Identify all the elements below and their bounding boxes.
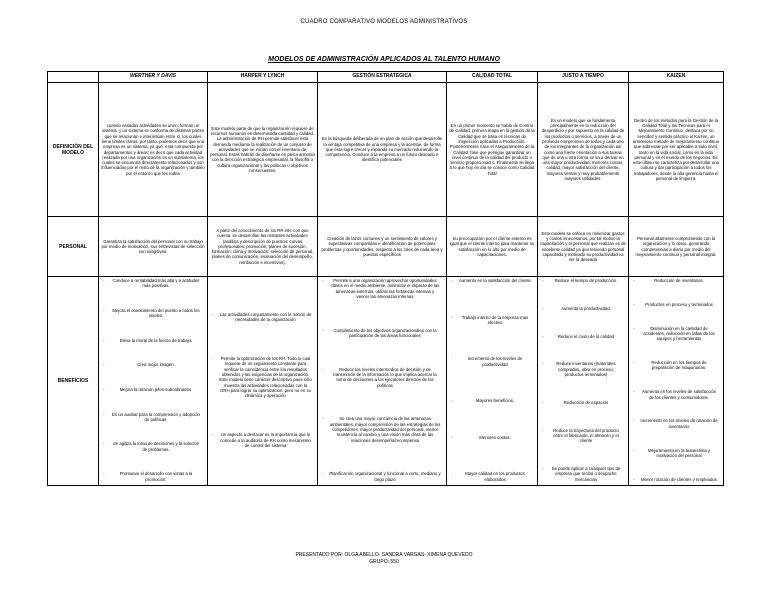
benefit-item xyxy=(102,278,204,289)
benefit-text: Aumenta la productividad. xyxy=(561,305,611,311)
benefit-cell xyxy=(99,277,208,486)
benefit-cell xyxy=(318,277,447,486)
table-cell: Garantiza la satisfacción del personal con su trabajo por medio de motivación, sus entrevistas de selección son subjetivas. xyxy=(99,217,208,277)
bullet-dash-icon: - xyxy=(212,356,214,362)
bullet-dash-icon: - xyxy=(103,337,105,343)
benefit-item xyxy=(102,338,204,343)
footer xyxy=(0,552,768,566)
bullet-dash-icon: - xyxy=(633,418,635,424)
benefit-text: Reducción de espacios xyxy=(563,399,609,405)
benefit-item xyxy=(632,302,720,307)
table-cell: Personal altamente comprometido con la organización y lo obvio, generando competencias a diario por medio del mejoramiento continuo y personal integral. xyxy=(629,217,724,277)
benefit-item xyxy=(450,356,534,367)
comparison-table xyxy=(47,71,724,486)
bullet-dash-icon: - xyxy=(322,416,324,422)
benefit-text: Planificación organizacional y funcional a corto, mediano y largo plazo xyxy=(329,471,441,482)
benefit-text: Es un auxiliar para la comprensión y adopción de políticas. xyxy=(112,411,200,422)
bullet-dash-icon: - xyxy=(542,466,544,472)
benefit-cell xyxy=(447,277,538,486)
bullet-dash-icon: - xyxy=(451,314,453,320)
benefit-text: Disminución en la cantidad de accidentes, reducción en fallas de los equipos y herramientas xyxy=(643,325,715,342)
benefit-item xyxy=(541,278,625,283)
benefit-item xyxy=(450,278,534,283)
bullet-dash-icon: - xyxy=(451,278,453,283)
bullet-dash-icon: - xyxy=(322,471,324,477)
bullet-dash-icon: - xyxy=(633,325,635,331)
benefit-item xyxy=(541,400,625,405)
benefit-cell xyxy=(208,277,318,486)
benefit-item xyxy=(321,367,443,388)
benefit-item xyxy=(541,428,625,444)
benefit-item xyxy=(450,435,534,440)
bullet-dash-icon: - xyxy=(542,333,544,339)
benefit-item xyxy=(632,477,720,482)
table-cell: En un primer momento se habla de Control de Calidad, primera etapa en la gestión de la Calidad que se basa en técnicas de inspección aplicadas a Producción. Posteriormente nace el Aseguramiento de la Calidad, fase que persigue garantizar un nivel continuo de la calidad del producto o servicio proporcionad o. Finalmente se llega a lo que hoy en día se conoce como Calidad Total xyxy=(447,83,538,217)
benefit-text: Reduce inventarios (materiales comprados, obra en proceso, productos terminados) xyxy=(556,361,616,378)
bullet-dash-icon: - xyxy=(103,278,105,283)
table-row xyxy=(48,217,724,277)
column-header: CALIDAD TOTAL xyxy=(447,72,538,83)
benefit-cell xyxy=(538,277,629,486)
bullet-dash-icon: - xyxy=(451,398,453,404)
bullet-dash-icon: - xyxy=(212,311,214,317)
benefit-item xyxy=(211,312,314,323)
table-header-row xyxy=(48,72,724,83)
column-header: HARPER Y LYNCH xyxy=(208,72,318,83)
benefit-item xyxy=(321,471,443,482)
benefit-text: Menor rotación de clientes y empleados xyxy=(641,476,717,482)
benefit-text: Un aspecto a destacar es la importancia que le concede a la auditoría de RH como mecanismo de control del sistema xyxy=(220,432,311,448)
benefit-item xyxy=(450,398,534,403)
benefit-text: Reduce el costo de la calidad xyxy=(557,333,615,339)
row-label: DEFINICIÓN DEL MODELO xyxy=(48,83,99,217)
bullet-dash-icon: - xyxy=(451,356,453,362)
benefit-text: Mejoramiento en la autoestima y motivación del personal xyxy=(647,447,711,458)
column-header: GESTIÓN ESTRATEGICA xyxy=(318,72,447,83)
bullet-dash-icon: - xyxy=(322,327,324,333)
benefit-text: Eleva la moral de la fuerza de trabajo. xyxy=(119,337,193,343)
table-cell: cuando variadas actividades se unen, forman un sistema, y un sistema se conforma de distintas partes que se relacionan e interactúan entre sí, los cuales tiene límites claros, por tanto, podemos decir que una empresa es un sistema, ya que, esta compuesta por departamentos y áreas; es decir que cada actividad realizada por una organización es un subsistema, los cuales se encuentra directamente relacionados y son influenciados por el resto de la organización y también por el entorno que los rodea xyxy=(99,83,208,217)
table-cell: Este modelo parte de que la organización requiere de recursos humanos en determinada cantidad y calidad. La administración de RH permite satisfacer esta demanda mediante la realización de un conjunto de actividades que se inician con el inventario de personal. Estas habrán de diseñarse en plena armonía con la dirección estratégica empresarial, la filosofía o cultura organizacional y las políticas u objetivos consecuentes. xyxy=(208,83,318,217)
bullet-dash-icon: - xyxy=(103,307,105,313)
footer-authors: PRESENTADO POR: OLGA ABELLO- SANDRA VARGAS- XIMENA QUEVEDO xyxy=(295,552,473,558)
benefit-item xyxy=(102,412,204,423)
bullet-dash-icon: - xyxy=(542,427,544,433)
bullet-dash-icon: - xyxy=(633,278,635,283)
table-row-benefits xyxy=(48,277,724,486)
bullet-dash-icon: - xyxy=(322,278,324,283)
bullet-dash-icon: - xyxy=(633,389,635,395)
bullet-dash-icon: - xyxy=(633,447,635,453)
benefit-text: Mayor calidad en los productos elaborados xyxy=(465,471,525,482)
benefit-item xyxy=(632,448,720,459)
column-header: WERTHER Y DAVIS xyxy=(99,72,208,83)
table-cell: Dentro de los métodos para la Gestión de la Calidad Total y las Técnicas para el Mejoramiento Continuo, destaca por su sencillez y sentido práctico el Kaizen, un armonioso método de mejoramiento continuo que sobresale por ser aplicable a todo nivel, tanto en la vida social, como en la vida personal y en el mundo de los negocios. Es este último se caracteriza por desarrollar una cultura y dar participación a todos los trabajadores, desde la alta gerencia hasta el personal de limpieza. xyxy=(629,83,724,217)
benefit-item xyxy=(102,441,204,452)
benefit-cell xyxy=(629,277,724,486)
bullet-dash-icon: - xyxy=(542,278,544,283)
benefit-text: Productos en proceso y terminados xyxy=(645,301,713,307)
benefit-text: Se crea una mayor conciencia de las amenazas ambientales, mayor comprensión de las estrategias de los competidores, mayor productividad del personal, menor resistencia al cambio y una visión más clara de las relaciones desempeño/recompensa xyxy=(329,416,441,443)
benefit-text: Incremento de los niveles de productividad xyxy=(467,356,523,367)
benefit-text: Incremento en los niveles de rotación de inventarios xyxy=(640,418,718,429)
benefit-item xyxy=(102,387,204,392)
benefit-item xyxy=(102,362,204,367)
benefit-item xyxy=(632,389,720,400)
benefit-text: Aumento en los niveles de satisfacción de los clientes y consumidores. xyxy=(641,389,717,400)
benefit-item xyxy=(632,326,720,342)
benefit-text: Reducción en los tiempos de preparación de maquinarias. xyxy=(651,360,707,371)
footer-group: GRUPO: 550 xyxy=(369,559,399,565)
benefit-item xyxy=(632,278,720,283)
table-cell: Su preocupación por el cliente externo es igual que el cliente interno para mantener su satisfacción en lo alto por medio de capacitaciones. xyxy=(447,217,538,277)
benefit-item xyxy=(102,308,204,319)
benefit-item xyxy=(541,334,625,339)
benefit-text: Mejora el conocimiento del puesto a todos los niveles. xyxy=(112,307,200,319)
benefit-text: Se agiliza la toma de decisiones y la solución de problemas. xyxy=(112,441,200,452)
benefit-text: Permite a una organización aprovechar oportunidades claves en el medio ambiente, minimizar el impacto de las amenazas externas, utilizar las fortalezas internas y vencer las amenazas internas xyxy=(330,278,440,299)
bullet-dash-icon: - xyxy=(633,301,635,307)
page-title: MODELOS DE ADMINISTRACIÓN APLICADOS AL TALENTO HUMANO xyxy=(268,56,500,63)
benefit-item xyxy=(211,356,314,398)
bullet-dash-icon: - xyxy=(542,361,544,367)
benefit-text: Las actividades conjuntamente con la noción de necesidades de la organización xyxy=(219,311,312,323)
table-row xyxy=(48,83,724,217)
table-cell: Este modelo se enfoca en minimizar gastos y costos innecesarios, por tal motivo la capacitación y el personal que realizan es de excelente calidad ya que teniendo personal capacitado y motivado su productividad va ser la deseada xyxy=(538,217,629,277)
bullet-dash-icon: - xyxy=(103,386,105,392)
benefit-item xyxy=(541,361,625,377)
benefit-text: Reducción de inventarios. xyxy=(654,278,704,283)
benefit-text: Trabajo interno de la empresa mas efectivo xyxy=(461,314,529,325)
table-cell: Es un modelo que se fundamenta principalmente en la reducción del desperdicio y por supuesto en la calidad de los productos o servicios, a través de un profundo compromiso de todos y cada uno de los integrantes de la organización así como una fuerte orientación a sus tareas que de una u otra forma se va a derivar en una mayor productividad, menores costos, calidad, mayor satisfacción del cliente, mayores ventas y muy probablemente mayores utilidades. xyxy=(538,83,629,217)
row-label: BENEFICIOS xyxy=(48,277,99,486)
benefit-text: Cumplimiento de los objetivos organizacionales con la participación de las áreas funcionales xyxy=(333,327,437,338)
benefit-item xyxy=(541,306,625,311)
benefit-item xyxy=(211,432,314,448)
benefit-item xyxy=(321,278,443,299)
benefit-text: Promueve el desarrollo con vistas a la promoción. xyxy=(119,471,193,482)
benefit-text: Reducir los niveles intermedios de decisión y de transmisión de la información lo que implica acercar la toma de decisiones a los ejecutores directos de las políticas xyxy=(333,366,437,388)
benefit-item xyxy=(321,328,443,339)
bullet-dash-icon: - xyxy=(451,471,453,477)
bullet-dash-icon: - xyxy=(633,476,635,482)
column-header: JUSTO A TIEMPO xyxy=(538,72,629,83)
benefit-text: Mayores beneficios. xyxy=(475,398,515,404)
bullet-dash-icon: - xyxy=(103,411,105,417)
benefit-text: Reduce el tiempo de producción. xyxy=(554,278,618,283)
benefit-text: Reduce la trayectoria del producto entre el fabricante, el almacén y el cliente xyxy=(553,427,619,444)
column-header: KAIZEN xyxy=(629,72,724,83)
bullet-dash-icon: - xyxy=(542,399,544,405)
benefit-text: Permite la optimización de los RH. Todo lo cual requiere de un seguimiento constante para verificar la coincidencia entre los resultados obtenidos y las exigencias de la organización. Este modelo tiene carácter descriptivo pues sólo muestra las actividades relacionadas con la GRH para lograr su optimización, pero no en su dinámica y operación xyxy=(219,356,312,399)
table-cell: A partir del conocimiento de los RR.HH. con que cuenta, se desarrollan las restantes actividades (análisis y descripción de puestos; curvas profesionales; promoción; planes de sucesión; formación; clima y motivación; selección de personal, planes de comunicación, evaluación del desempeño, retribución e incentivos). xyxy=(208,217,318,277)
bullet-dash-icon: - xyxy=(322,366,324,372)
benefit-item xyxy=(632,418,720,429)
bullet-dash-icon: - xyxy=(542,305,544,311)
benefit-text: Crea mejor imagen. xyxy=(137,362,175,368)
bullet-dash-icon: - xyxy=(633,360,635,366)
bullet-dash-icon: - xyxy=(103,441,105,447)
row-label: PERSONAL xyxy=(48,217,99,277)
table-cell: Creación de lazos comunes y un sentimiento de valores y expectativas compartidas e identificación de potenciales problemas y oportunidades, respecto a los roles de cada área y puestos específicos xyxy=(318,217,447,277)
table-cell: Es la búsqueda deliberada de un plan de acción que desarrolle la ventaja competitiva de una empresa y la acentúe, de forma que ésta logre crecer y expandir su mercado reduciendo la competencia. Conduce a la empresa a un futuro deseado e identifica potenciales xyxy=(318,83,447,217)
corner-cell xyxy=(48,72,99,83)
benefit-item xyxy=(632,360,720,371)
benefit-text: Se puede aplicar a cualquier tipo de empresa que reciba o despache mercancías xyxy=(551,466,621,482)
benefit-text: Menores costos. xyxy=(479,434,511,440)
bullet-dash-icon: - xyxy=(451,434,453,440)
benefit-item xyxy=(321,416,443,442)
benefit-item xyxy=(450,315,534,326)
bullet-dash-icon: - xyxy=(103,362,105,368)
benefit-text: Mejora la relación jefes-subordinados. xyxy=(119,386,193,392)
benefit-text: Conduce a rentabilidad más alta y a actitudes más positivas. xyxy=(112,278,200,289)
benefit-text: Aumento en la satisfacción del cliente xyxy=(459,278,531,283)
page-header: CUADRO COMPARATIVO MODELOS ADMINISTRATIVOS xyxy=(300,19,468,25)
bullet-dash-icon: - xyxy=(212,432,214,438)
bullet-dash-icon: - xyxy=(103,471,105,477)
benefit-item xyxy=(541,466,625,482)
benefit-item xyxy=(102,471,204,482)
benefit-item xyxy=(450,471,534,482)
